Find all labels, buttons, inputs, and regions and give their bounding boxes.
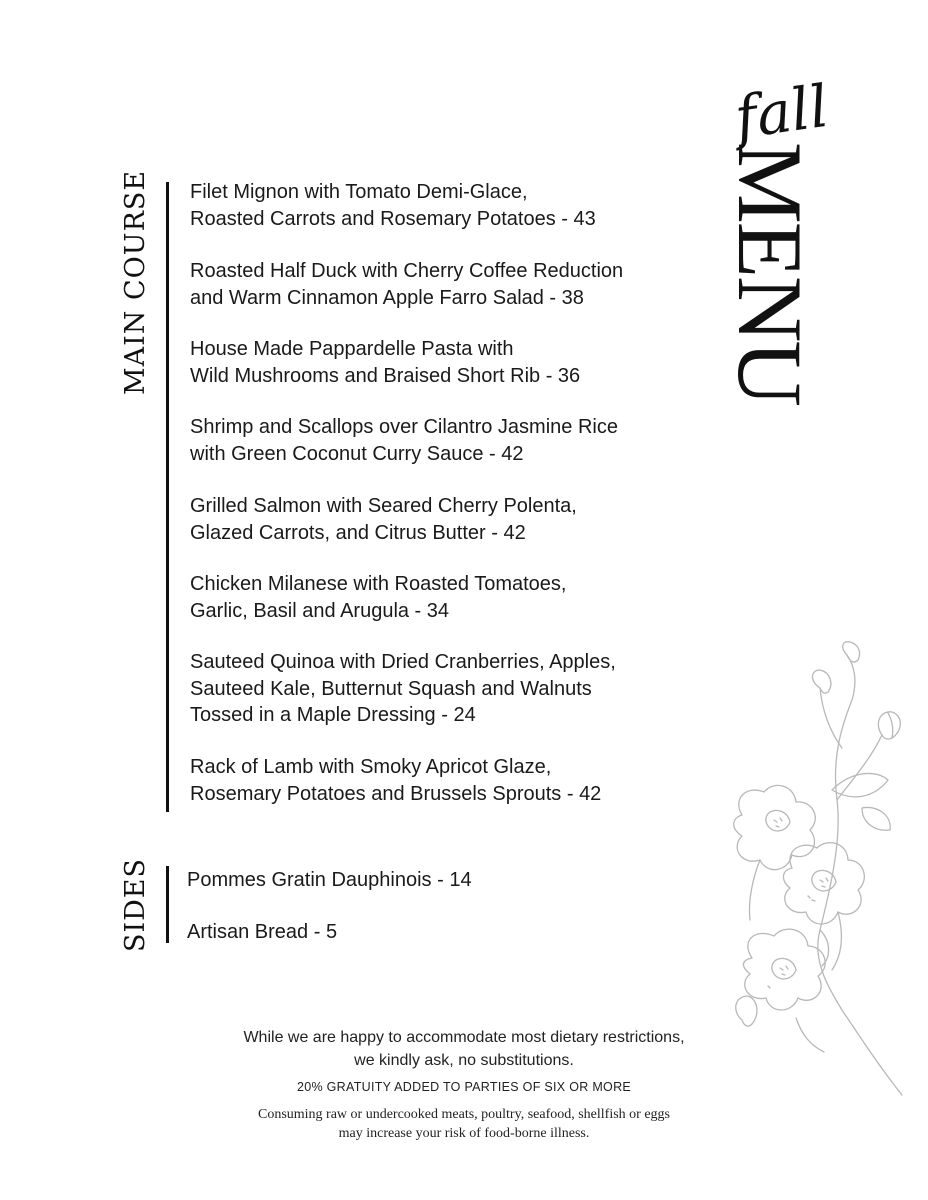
menu-item: Sauteed Quinoa with Dried Cranberries, Apples, Sauteed Kale, Butternut Squash and Walnuts Tossed in a Maple Dressing - 24 [190, 651, 616, 726]
food-safety-warning: Consuming raw or undercooked meats, poultry, seafood, shellfish or eggs may increase your risk of food-borne illness. [257, 1107, 670, 1141]
fall-script-title: fall [730, 71, 833, 153]
menu-item: Grilled Salmon with Seared Cherry Polenta, Glazed Carrots, and Citrus Butter - 42 [190, 495, 577, 544]
menu-item: Roasted Half Duck with Cherry Coffee Reduction and Warm Cinnamon Apple Farro Salad - 38 [190, 260, 624, 309]
menu-item: Filet Mignon with Tomato Demi-Glace, Roasted Carrots and Rosemary Potatoes - 43 [190, 181, 596, 230]
sides-divider [166, 866, 169, 943]
main-course-label: MAIN COURSE [120, 169, 151, 395]
dietary-note: While we are happy to accommodate most dietary restrictions, we kindly ask, no substitutions. [243, 1029, 685, 1069]
menu-item: Chicken Milanese with Roasted Tomatoes, Garlic, Basil and Arugula - 34 [190, 573, 567, 622]
menu-item: Rack of Lamb with Smoky Apricot Glaze, Rosemary Potatoes and Brussels Sprouts - 42 [190, 756, 602, 805]
menu-title: MENU [719, 142, 821, 405]
menu-item: Shrimp and Scallops over Cilantro Jasmine Rice with Green Coconut Curry Sauce - 42 [190, 416, 618, 465]
menu-item: House Made Pappardelle Pasta with Wild Mushrooms and Braised Short Rib - 36 [190, 338, 581, 387]
side-item: Pommes Gratin Dauphinois - 14 [187, 869, 472, 891]
sides-label: SIDES [120, 857, 151, 952]
side-item: Artisan Bread - 5 [187, 921, 338, 943]
main-course-divider [166, 182, 169, 812]
gratuity-note: 20% GRATUITY ADDED TO PARTIES OF SIX OR MORE [296, 1080, 632, 1094]
